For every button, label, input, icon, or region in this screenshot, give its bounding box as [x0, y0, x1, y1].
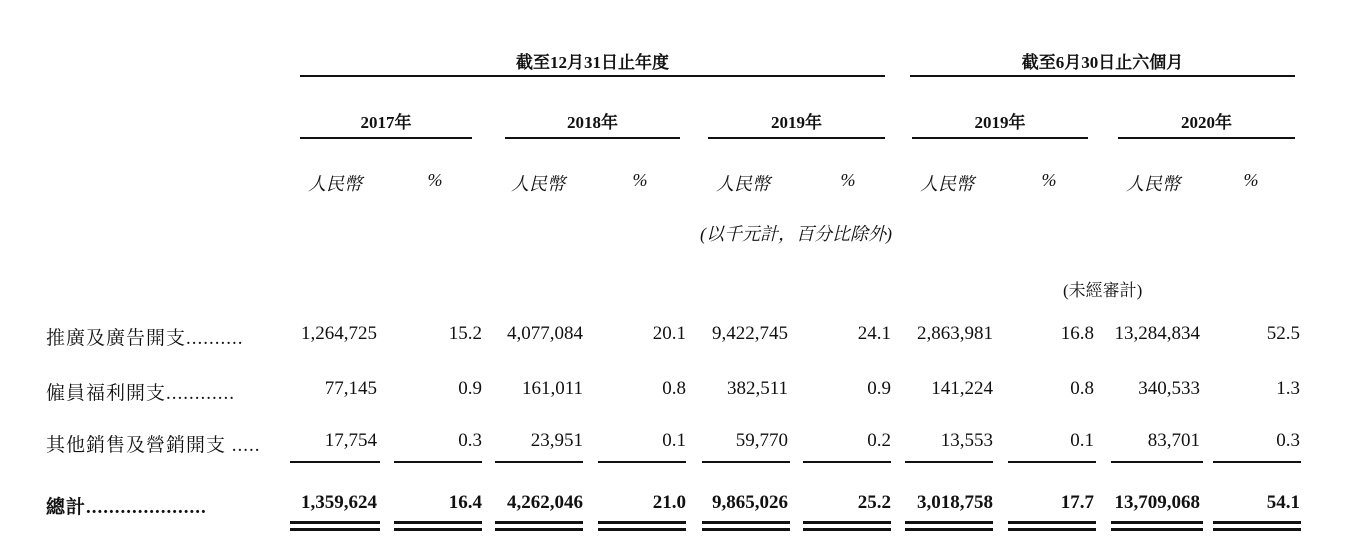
double-rule [394, 521, 482, 524]
header-six-months: 截至6月30日止六個月 [1021, 53, 1184, 72]
total-label: 總計..................... [46, 497, 207, 518]
double-rule [803, 521, 891, 524]
year-header-2019-half: 2019年 [974, 113, 1026, 132]
cell-value: 59,770 [735, 430, 788, 451]
row-label: 僱員福利開支............ [46, 383, 236, 404]
double-rule [598, 528, 686, 531]
sum-rule [495, 461, 583, 463]
header-rule-six-months [910, 75, 1295, 77]
cell-percent: 1.3 [1276, 378, 1300, 399]
year-rule [708, 137, 885, 139]
sum-rule [1008, 461, 1096, 463]
note-thousand: (以千元計，百分比除外) [700, 224, 892, 244]
year-header-2018: 2018年 [567, 113, 618, 132]
total-value: 4,262,046 [507, 492, 583, 513]
double-rule [702, 521, 790, 524]
cell-value: 4,077,084 [507, 323, 583, 344]
cell-value: 382,511 [726, 378, 788, 399]
cell-percent: 0.8 [1070, 378, 1094, 399]
header-year-end: 截至12月31日止年度 [516, 53, 669, 72]
unit-currency: 人民幣 [920, 174, 974, 194]
note-unaudited: (未經審計) [1063, 281, 1143, 300]
cell-percent: 0.9 [458, 378, 482, 399]
year-rule [300, 137, 472, 139]
row-label: 其他銷售及營銷開支 ..... [46, 435, 261, 456]
total-value: 3,018,758 [917, 492, 993, 513]
cell-value: 141,224 [931, 378, 993, 399]
cell-value: 9,422,745 [712, 323, 788, 344]
total-percent: 16.4 [448, 492, 482, 513]
cell-percent: 0.2 [867, 430, 891, 451]
cell-percent: 0.3 [1276, 430, 1300, 451]
cell-value: 17,754 [324, 430, 377, 451]
cell-percent: 0.9 [867, 378, 891, 399]
double-rule [702, 528, 790, 531]
unit-percent: % [632, 170, 648, 190]
year-rule [505, 137, 680, 139]
double-rule [1008, 528, 1096, 531]
sum-rule [702, 461, 790, 463]
year-header-2020-half: 2020年 [1181, 113, 1232, 132]
unit-currency: 人民幣 [511, 174, 565, 194]
cell-value: 2,863,981 [917, 323, 993, 344]
sum-rule [290, 461, 380, 463]
double-rule [1111, 521, 1203, 524]
cell-percent: 16.8 [1060, 323, 1094, 344]
cell-percent: 52.5 [1266, 323, 1300, 344]
double-rule [394, 528, 482, 531]
double-rule [1213, 528, 1301, 531]
unit-currency: 人民幣 [308, 174, 362, 194]
year-header-2019: 2019年 [771, 113, 822, 132]
cell-value: 1,264,725 [301, 323, 377, 344]
unit-currency: 人民幣 [716, 174, 770, 194]
cell-value: 13,284,834 [1114, 323, 1200, 344]
double-rule [905, 528, 993, 531]
year-rule [1118, 137, 1295, 139]
sum-rule [803, 461, 891, 463]
cell-value: 77,145 [324, 378, 377, 399]
total-percent: 17.7 [1060, 492, 1094, 513]
double-rule [1008, 521, 1096, 524]
total-value: 9,865,026 [712, 492, 788, 513]
unit-percent: % [1041, 170, 1057, 190]
year-rule [912, 137, 1088, 139]
row-label: 推廣及廣告開支.......... [46, 328, 244, 349]
double-rule [905, 521, 993, 524]
total-value: 1,359,624 [301, 492, 377, 513]
sum-rule [598, 461, 686, 463]
total-percent: 25.2 [857, 492, 891, 513]
double-rule [1111, 528, 1203, 531]
total-percent: 54.1 [1266, 492, 1300, 513]
total-value: 13,709,068 [1114, 492, 1200, 513]
unit-currency: 人民幣 [1126, 174, 1180, 194]
cell-percent: 0.1 [1070, 430, 1094, 451]
sum-rule [394, 461, 482, 463]
cell-percent: 20.1 [652, 323, 686, 344]
cell-percent: 0.3 [458, 430, 482, 451]
unit-percent: % [427, 170, 443, 190]
unit-percent: % [840, 170, 856, 190]
year-header-2017: 2017年 [360, 113, 412, 132]
sum-rule [1213, 461, 1301, 463]
double-rule [495, 528, 583, 531]
header-rule-year-end [300, 75, 885, 77]
cell-value: 13,553 [940, 430, 993, 451]
cell-value: 340,533 [1138, 378, 1200, 399]
cell-value: 83,701 [1147, 430, 1200, 451]
unit-percent: % [1243, 170, 1259, 190]
double-rule [803, 528, 891, 531]
cell-percent: 15.2 [448, 323, 482, 344]
cell-value: 161,011 [521, 378, 583, 399]
double-rule [598, 521, 686, 524]
cell-value: 23,951 [530, 430, 583, 451]
double-rule [290, 528, 380, 531]
sum-rule [1111, 461, 1203, 463]
total-percent: 21.0 [652, 492, 686, 513]
cell-percent: 0.1 [662, 430, 686, 451]
cell-percent: 24.1 [857, 323, 891, 344]
double-rule [1213, 521, 1301, 524]
sum-rule [905, 461, 993, 463]
double-rule [290, 521, 380, 524]
cell-percent: 0.8 [662, 378, 686, 399]
double-rule [495, 521, 583, 524]
